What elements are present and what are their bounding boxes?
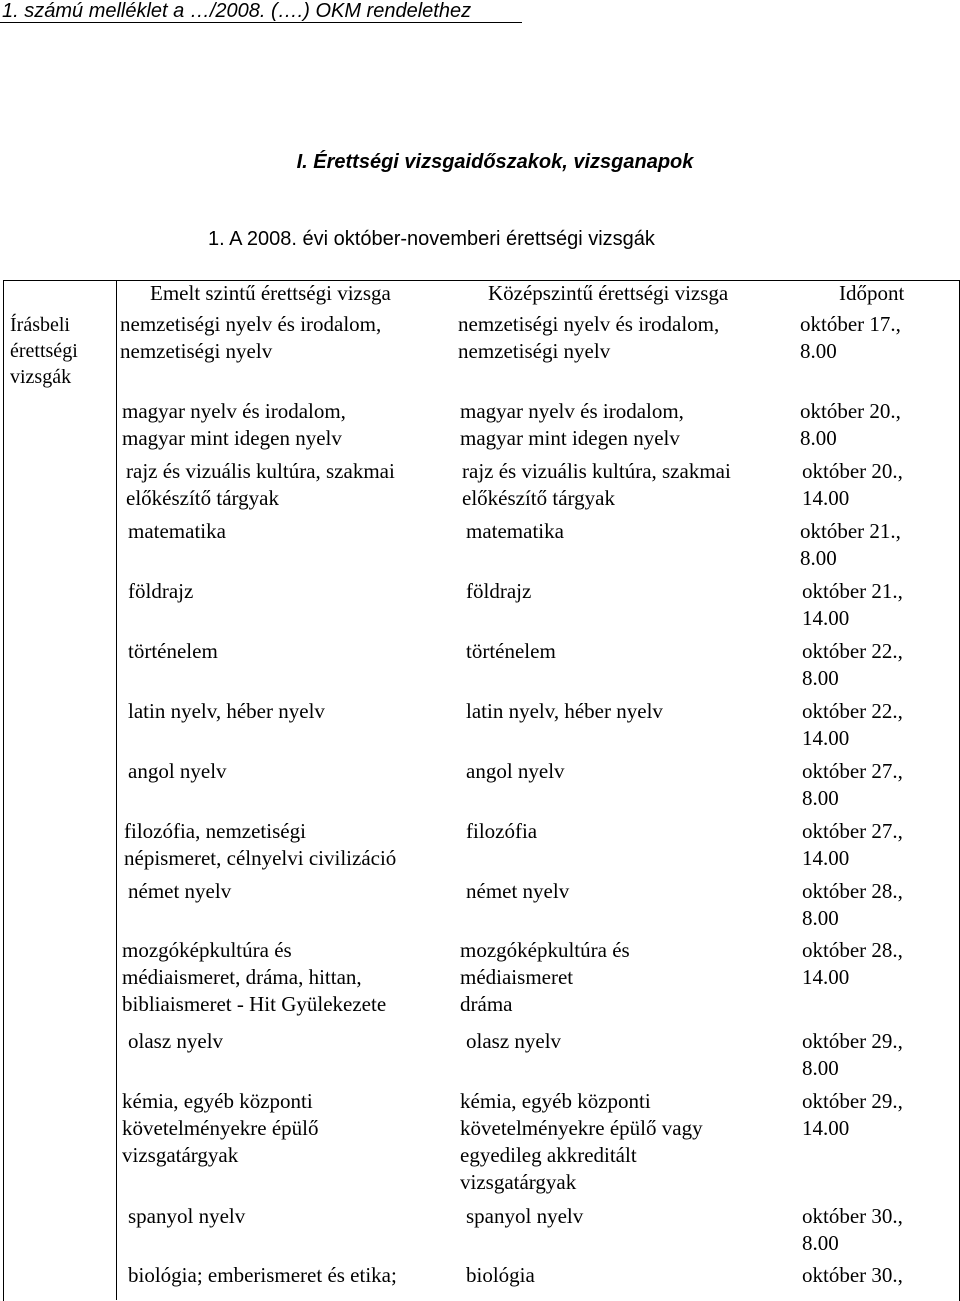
cell-idopont: október 28., 8.00 <box>802 879 903 930</box>
cell-kozep: biológia <box>466 1263 535 1287</box>
cell-idopont: október 20., 14.00 <box>802 459 903 510</box>
column-header-emelt: Emelt szintű érettségi vizsga <box>150 281 391 305</box>
cell-emelt: kémia, egyéb központi követelményekre épülő vizsgatárgyak <box>122 1089 319 1167</box>
cell-kozep: földrajz <box>466 579 532 603</box>
row-label-irasbeli: Írásbeli érettségi vizsgák <box>10 314 78 388</box>
cell-idopont: október 29., 8.00 <box>802 1029 903 1080</box>
cell-kozep: latin nyelv, héber nyelv <box>466 699 663 723</box>
cell-kozep: spanyol nyelv <box>466 1204 584 1228</box>
cell-emelt: latin nyelv, héber nyelv <box>128 699 325 723</box>
cell-emelt: matematika <box>128 519 226 543</box>
cell-emelt: magyar nyelv és irodalom, magyar mint idegen nyelv <box>122 399 346 450</box>
cell-emelt: spanyol nyelv <box>128 1204 246 1228</box>
cell-emelt: rajz és vizuális kultúra, szakmai előkészítő tárgyak <box>126 459 395 510</box>
cell-emelt: történelem <box>128 639 218 663</box>
cell-kozep: angol nyelv <box>466 759 565 783</box>
cell-kozep: német nyelv <box>466 879 570 903</box>
cell-kozep: kémia, egyéb központi követelményekre épülő vagy egyedileg akkreditált vizsgatárgyak <box>460 1089 703 1194</box>
cell-idopont: október 27., 8.00 <box>802 759 903 810</box>
cell-idopont: október 22., 8.00 <box>802 639 903 690</box>
cell-idopont: október 21., 8.00 <box>800 519 901 570</box>
cell-idopont: október 21., 14.00 <box>802 579 903 630</box>
table-divider <box>116 280 117 1300</box>
section-title: I. Érettségi vizsgaidőszakok, vizsganapok <box>296 151 694 173</box>
cell-emelt: mozgóképkultúra és médiaismeret, dráma, hittan, bibliaismeret - Hit Gyülekezete <box>122 938 387 1016</box>
cell-emelt: német nyelv <box>128 879 232 903</box>
cell-idopont: október 22., 14.00 <box>802 699 903 750</box>
cell-kozep: filozófia <box>466 819 538 843</box>
cell-kozep: rajz és vizuális kultúra, szakmai előkészítő tárgyak <box>462 459 731 510</box>
cell-emelt: földrajz <box>128 579 194 603</box>
cell-emelt: olasz nyelv <box>128 1029 224 1053</box>
subsection-title: 1. A 2008. évi október-novemberi érettségi vizsgák <box>208 228 655 250</box>
cell-idopont: október 30., <box>802 1263 903 1287</box>
cell-emelt: angol nyelv <box>128 759 227 783</box>
cell-kozep: matematika <box>466 519 564 543</box>
cell-idopont: október 30., 8.00 <box>802 1204 903 1255</box>
cell-emelt: filozófia, nemzetiségi népismeret, célnyelvi civilizáció <box>124 819 397 870</box>
cell-kozep: történelem <box>466 639 556 663</box>
cell-kozep: olasz nyelv <box>466 1029 562 1053</box>
cell-idopont: október 17., 8.00 <box>800 312 901 363</box>
cell-emelt: nemzetiségi nyelv és irodalom, nemzetiségi nyelv <box>120 312 382 363</box>
column-header-idopont: Időpont <box>839 281 905 305</box>
cell-idopont: október 27., 14.00 <box>802 819 903 870</box>
cell-kozep: nemzetiségi nyelv és irodalom, nemzetiségi nyelv <box>458 312 720 363</box>
cell-emelt: biológia; emberismeret és etika; <box>128 1263 397 1287</box>
column-header-kozep: Középszintű érettségi vizsga <box>488 281 729 305</box>
cell-idopont: október 28., 14.00 <box>802 938 903 989</box>
document-header: 1. számú melléklet a …/2008. (….) OKM rendelethez <box>0 0 522 23</box>
cell-kozep: magyar nyelv és irodalom, magyar mint idegen nyelv <box>460 399 684 450</box>
cell-kozep: mozgóképkultúra és médiaismeret dráma <box>460 938 630 1016</box>
cell-idopont: október 20., 8.00 <box>800 399 901 450</box>
cell-idopont: október 29., 14.00 <box>802 1089 903 1140</box>
